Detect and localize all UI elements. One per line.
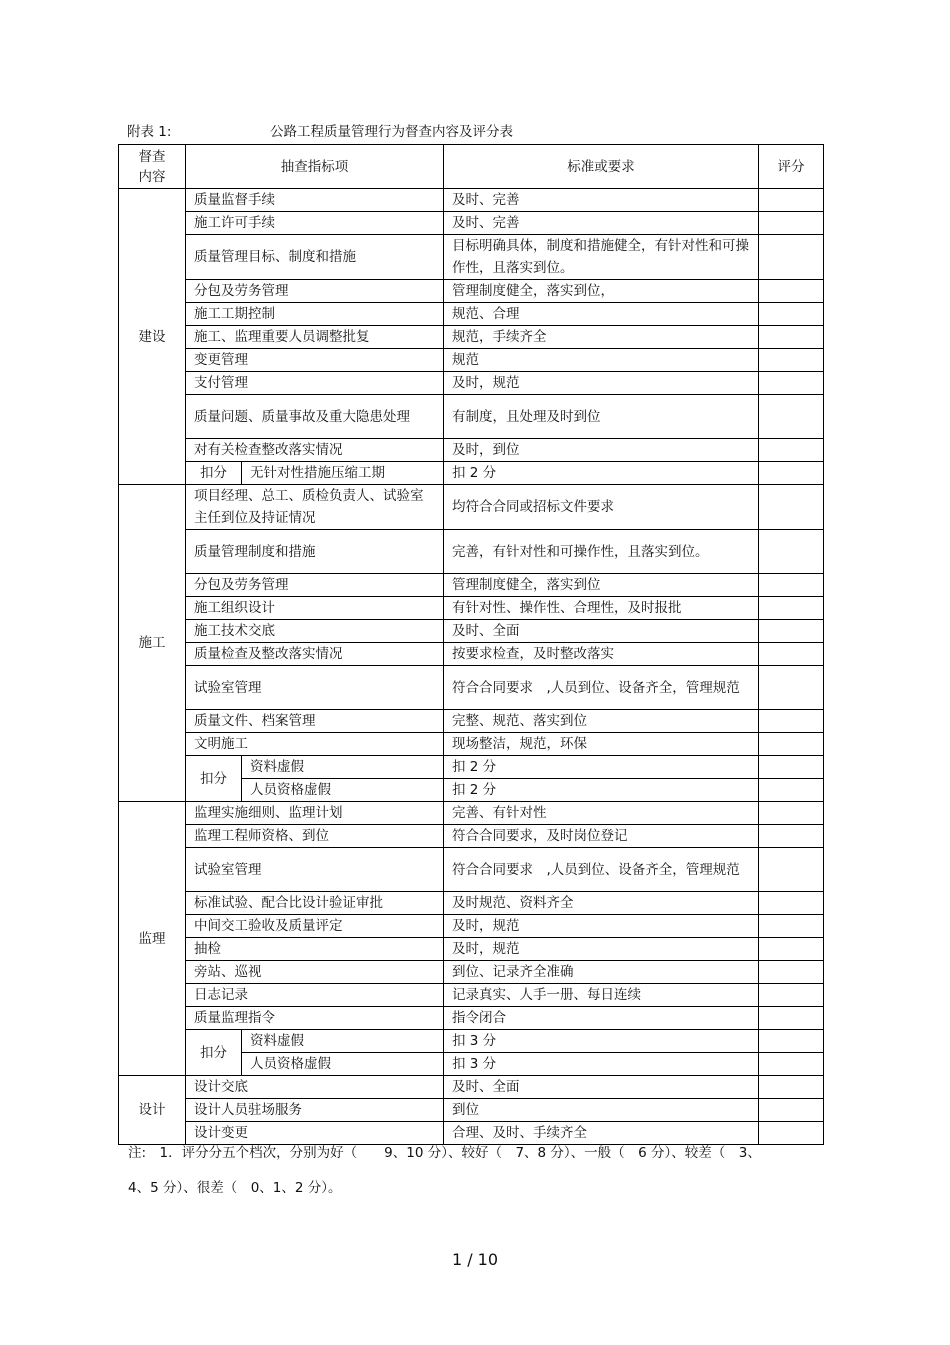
item-cell: 试验室管理 [186,848,444,892]
item-cell: 监理实施细则、监理计划 [186,802,444,825]
score-cell[interactable] [759,1030,824,1053]
table-title: 公路工程质量管理行为督查内容及评分表 [270,124,513,140]
table-row [119,961,824,984]
score-cell[interactable] [759,825,824,848]
item-cell: 质量检查及整改落实情况 [186,643,444,666]
item-cell: 日志记录 [186,984,444,1007]
standard-cell: 现场整洁，规范，环保 [444,733,759,756]
header-category-line2: 内容 [138,168,166,185]
score-cell[interactable] [759,1099,824,1122]
score-cell[interactable] [759,961,824,984]
score-cell[interactable] [759,597,824,620]
standard-cell: 规范、合理 [444,303,759,326]
score-cell[interactable] [759,574,824,597]
table-row [119,280,824,303]
item-cell: 设计人员驻场服务 [186,1099,444,1122]
item-cell: 质量文件、档案管理 [186,710,444,733]
score-cell[interactable] [759,439,824,462]
item-cell: 施工许可手续 [186,212,444,235]
table-row [119,349,824,372]
standard-cell: 有制度，且处理及时到位 [444,395,759,439]
deduction-item-cell: 无针对性措施压缩工期 [242,462,444,485]
note-line-1: 注: 1．评分分五个档次，分别为好（ 9、10 分）、较好（ 7、8 分）、一般（ 6 分）、较差（ 3、 [128,1145,761,1161]
score-cell[interactable] [759,1122,824,1145]
deduction-standard-cell: 扣 2 分 [444,462,759,485]
header-row [119,145,824,189]
score-cell[interactable] [759,326,824,349]
deduction-item-cell: 资料虚假 [242,756,444,779]
deduction-standard-cell: 扣 3 分 [444,1053,759,1076]
item-cell: 施工技术交底 [186,620,444,643]
deduction-row [119,1030,824,1053]
header-score: 评分 [759,145,824,189]
item-cell: 文明施工 [186,733,444,756]
category-cell: 施工 [119,485,186,802]
standard-cell: 合理、及时、手续齐全 [444,1122,759,1145]
table-row [119,235,824,280]
table-row [119,643,824,666]
score-cell[interactable] [759,643,824,666]
standard-cell: 规范 [444,349,759,372]
standard-cell: 符合合同要求 ,人员到位、设备齐全，管理规范 [444,666,759,710]
score-cell[interactable] [759,530,824,574]
deduction-standard-cell: 扣 3 分 [444,1030,759,1053]
deduction-row [119,756,824,779]
standard-cell: 完善、有针对性 [444,802,759,825]
standard-cell: 按要求检查，及时整改落实 [444,643,759,666]
table-row [119,802,824,825]
table-row [119,303,824,326]
item-cell: 支付管理 [186,372,444,395]
score-cell[interactable] [759,666,824,710]
standard-cell: 均符合合同或招标文件要求 [444,485,759,530]
score-cell[interactable] [759,620,824,643]
score-cell[interactable] [759,303,824,326]
table-row [119,733,824,756]
table-row [119,848,824,892]
item-cell: 施工、监理重要人员调整批复 [186,326,444,349]
item-cell: 质量问题、质量事故及重大隐患处理 [186,395,444,439]
deduction-standard-cell: 扣 2 分 [444,779,759,802]
table-row [119,620,824,643]
standard-cell: 及时，规范 [444,915,759,938]
item-cell: 旁站、巡视 [186,961,444,984]
table-row [119,597,824,620]
header-category [119,145,186,189]
standard-cell: 及时，规范 [444,372,759,395]
score-cell[interactable] [759,915,824,938]
score-cell[interactable] [759,372,824,395]
score-cell[interactable] [759,212,824,235]
table-row [119,372,824,395]
item-cell: 质量管理目标、制度和措施 [186,235,444,280]
table-row [119,666,824,710]
standard-cell: 指令闭合 [444,1007,759,1030]
evaluation-table [118,144,824,1145]
standard-cell: 及时，规范 [444,938,759,961]
header-item: 抽查指标项 [186,145,444,189]
item-cell: 标准试验、配合比设计验证审批 [186,892,444,915]
item-cell: 施工组织设计 [186,597,444,620]
table-row [119,1076,824,1099]
header-category-line1: 督查 [138,148,166,165]
score-cell[interactable] [759,892,824,915]
item-cell: 抽检 [186,938,444,961]
standard-cell: 完善，有针对性和可操作性，且落实到位。 [444,530,759,574]
deduction-item-cell: 人员资格虚假 [242,779,444,802]
item-cell: 变更管理 [186,349,444,372]
item-cell: 分包及劳务管理 [186,280,444,303]
deduction-item-cell: 人员资格虚假 [242,1053,444,1076]
score-cell[interactable] [759,235,824,280]
item-cell: 施工工期控制 [186,303,444,326]
standard-cell: 及时、完善 [444,189,759,212]
table-row [119,915,824,938]
score-cell[interactable] [759,938,824,961]
score-cell[interactable] [759,1053,824,1076]
score-cell[interactable] [759,395,824,439]
score-cell[interactable] [759,848,824,892]
table-row [119,326,824,349]
standard-cell: 目标明确具体，制度和措施健全，有针对性和可操作性，且落实到位。 [444,235,759,280]
item-cell: 对有关检查整改落实情况 [186,439,444,462]
score-cell[interactable] [759,733,824,756]
item-cell: 试验室管理 [186,666,444,710]
category-cell: 监理 [119,802,186,1076]
table-row [119,439,824,462]
item-cell: 监理工程师资格、到位 [186,825,444,848]
deduction-label-cell: 扣分 [186,756,242,802]
standard-cell: 符合合同要求，及时岗位登记 [444,825,759,848]
item-cell: 质量监理指令 [186,1007,444,1030]
item-cell: 设计交底 [186,1076,444,1099]
table-row [119,212,824,235]
table-row [119,892,824,915]
category-cell: 建设 [119,189,186,485]
page-number: 1 / 10 [451,1250,499,1269]
item-cell: 项目经理、总工、质检负责人、试验室主任到位及持证情况 [186,485,444,530]
deduction-item-cell: 资料虚假 [242,1030,444,1053]
category-cell: 设计 [119,1076,186,1145]
deduction-label-cell: 扣分 [186,462,242,485]
deduction-row [119,462,824,485]
standard-cell: 管理制度健全，落实到位 [444,574,759,597]
standard-cell: 及时、完善 [444,212,759,235]
score-cell[interactable] [759,710,824,733]
standard-cell: 到位、记录齐全准确 [444,961,759,984]
table-row [119,825,824,848]
standard-cell: 到位 [444,1099,759,1122]
table-body [119,189,824,1145]
standard-cell: 规范，手续齐全 [444,326,759,349]
standard-cell: 及时、全面 [444,1076,759,1099]
item-cell: 中间交工验收及质量评定 [186,915,444,938]
table-row [119,1007,824,1030]
standard-cell: 及时规范、资料齐全 [444,892,759,915]
header-standard: 标准或要求 [444,145,759,189]
standard-cell: 记录真实、人手一册、每日连续 [444,984,759,1007]
caption-prefix: 附表 1: [127,124,172,140]
table-row [119,710,824,733]
score-cell[interactable] [759,779,824,802]
score-cell[interactable] [759,189,824,212]
standard-cell: 管理制度健全，落实到位， [444,280,759,303]
note-line-2: 4、5 分）、很差（ 0、1、2 分）。 [128,1180,342,1196]
score-cell[interactable] [759,485,824,530]
standard-cell: 符合合同要求 ,人员到位、设备齐全，管理规范 [444,848,759,892]
standard-cell: 及时、全面 [444,620,759,643]
score-cell[interactable] [759,1076,824,1099]
score-cell[interactable] [759,984,824,1007]
score-cell[interactable] [759,349,824,372]
table-row [119,574,824,597]
standard-cell: 有针对性、操作性、合理性，及时报批 [444,597,759,620]
standard-cell: 完整、规范、落实到位 [444,710,759,733]
table-row [119,1099,824,1122]
score-cell[interactable] [759,280,824,303]
deduction-label-cell: 扣分 [186,1030,242,1076]
deduction-standard-cell: 扣 2 分 [444,756,759,779]
table-row [119,938,824,961]
score-cell[interactable] [759,1007,824,1030]
table-row [119,395,824,439]
score-cell[interactable] [759,462,824,485]
table-row [119,530,824,574]
score-cell[interactable] [759,802,824,825]
table-row [119,984,824,1007]
item-cell: 质量监督手续 [186,189,444,212]
item-cell: 分包及劳务管理 [186,574,444,597]
table-row [119,485,824,530]
score-cell[interactable] [759,756,824,779]
item-cell: 设计变更 [186,1122,444,1145]
table-row [119,189,824,212]
item-cell: 质量管理制度和措施 [186,530,444,574]
standard-cell: 及时，到位 [444,439,759,462]
